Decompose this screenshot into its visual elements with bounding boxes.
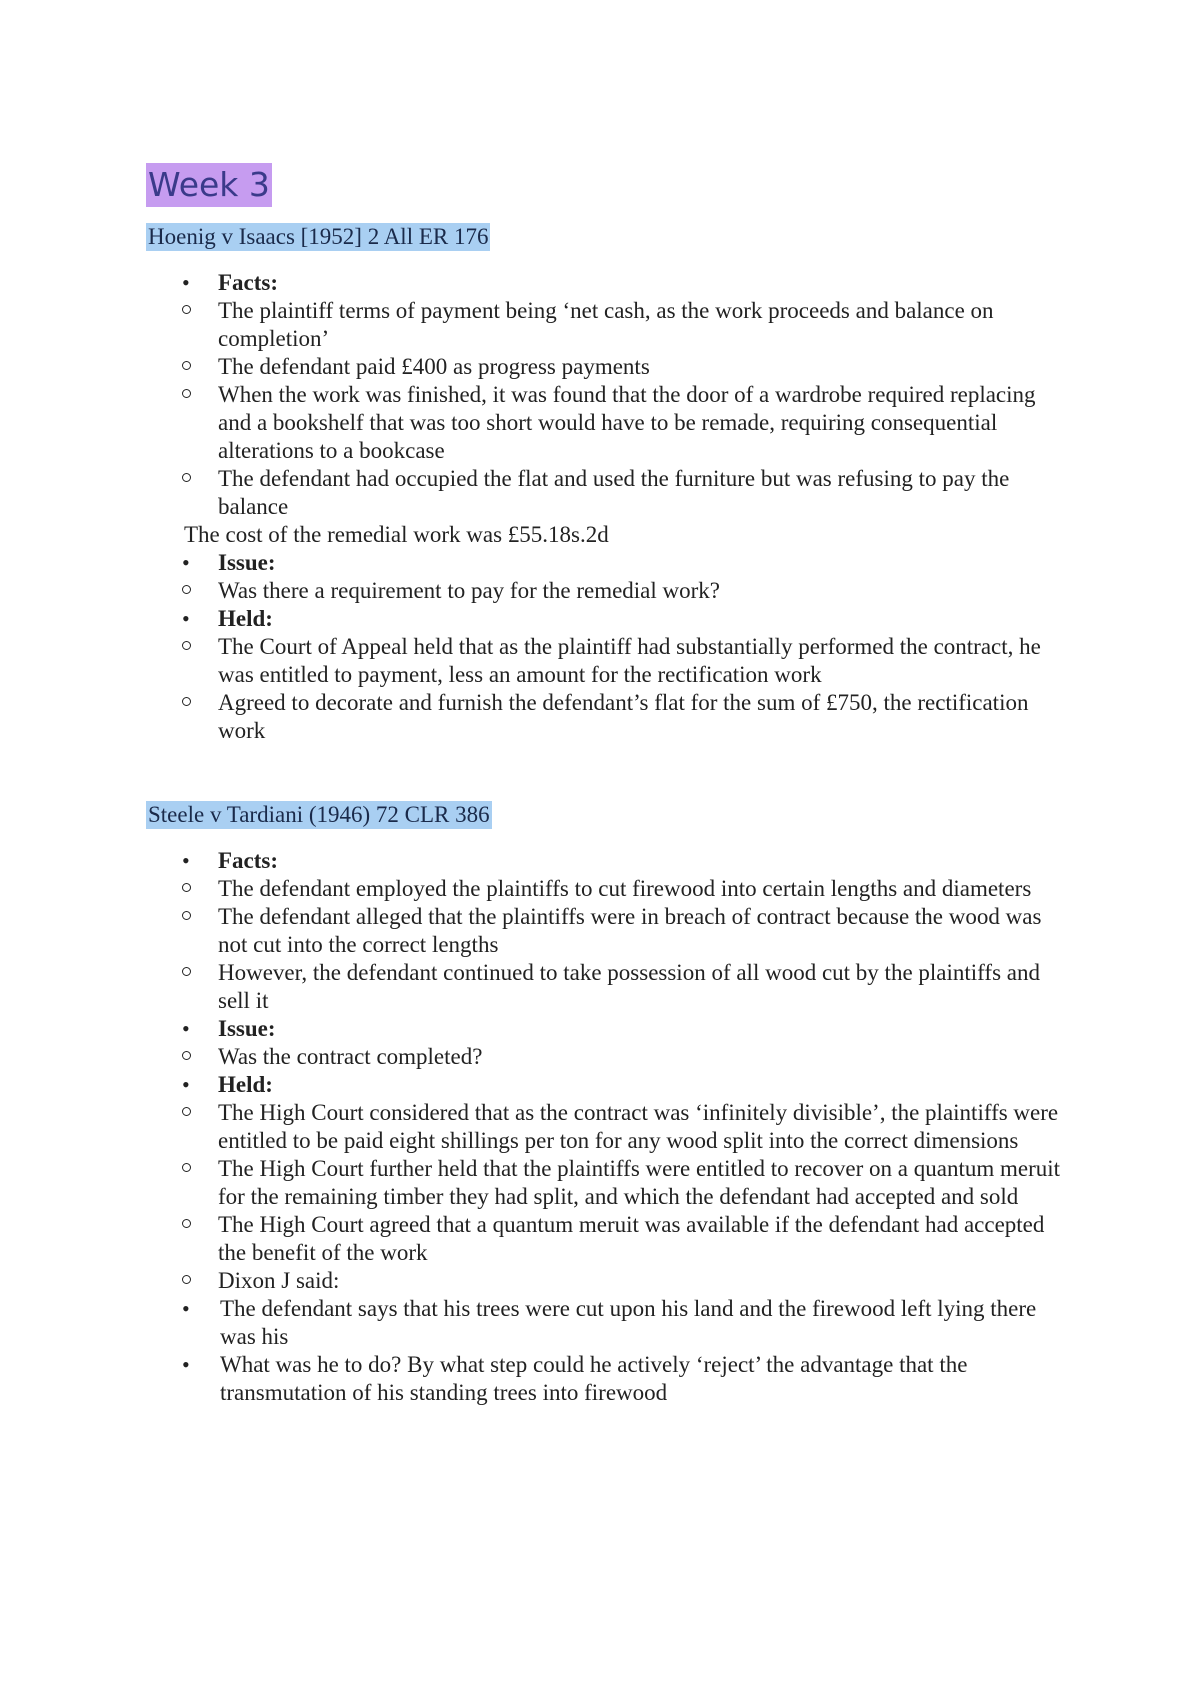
fact-text: The defendant employed the plaintiffs to cut firewood into certain lengths and diameters — [218, 876, 1032, 901]
circle-bullet-icon — [182, 585, 191, 594]
issue-list — [218, 1043, 1066, 1071]
list-item — [218, 577, 1066, 605]
issue-label: Issue: — [218, 1016, 276, 1041]
issue-list — [218, 577, 1066, 605]
facts-label: Facts: — [218, 848, 279, 873]
circle-bullet-icon — [182, 1107, 191, 1116]
circle-bullet-icon — [182, 1275, 191, 1284]
list-item — [218, 689, 1066, 745]
quote-text: What was he to do? By what step could he actively ‘reject’ the advantage that the transmutation of his standing trees into firewood — [220, 1352, 968, 1405]
quote-item — [146, 1295, 1066, 1351]
list-item — [218, 633, 1066, 689]
list-item — [218, 297, 1066, 353]
circle-bullet-icon — [182, 697, 191, 706]
list-item — [218, 381, 1066, 465]
list-item — [218, 1043, 1066, 1071]
list-item — [182, 1267, 1066, 1407]
case-heading: Steele v Tardiani (1946) 72 CLR 386 — [148, 802, 490, 827]
bullet-icon: • — [182, 1352, 190, 1377]
circle-bullet-icon — [182, 473, 191, 482]
circle-bullet-icon — [182, 1163, 191, 1172]
held-label: Held: — [218, 606, 273, 631]
circle-bullet-icon — [182, 389, 191, 398]
case-section-hoenig — [146, 223, 1066, 745]
circle-bullet-icon — [182, 911, 191, 920]
document-page — [146, 163, 1066, 1407]
case-heading: Hoenig v Isaacs [1952] 2 All ER 176 — [148, 224, 489, 249]
facts-note: The cost of the remedial work was £55.18s.2d — [184, 522, 609, 547]
held-text: The High Court further held that the plaintiffs were entitled to recover on a quantum meruit for the remaining timber they had split, and which the defendant had accepted and sold — [218, 1156, 1061, 1209]
fact-text: The plaintiff terms of payment being ‘net cash, as the work proceeds and balance on completion’ — [218, 298, 994, 351]
list-item — [218, 875, 1066, 903]
case-outline — [146, 269, 1066, 745]
list-item — [218, 353, 1066, 381]
issue-item — [146, 1015, 1066, 1071]
page-title: Week 3 — [146, 163, 272, 207]
list-item — [218, 1155, 1066, 1211]
circle-bullet-icon — [182, 883, 191, 892]
circle-bullet-icon — [182, 305, 191, 314]
held-list — [182, 1099, 1066, 1407]
facts-list — [218, 875, 1066, 1015]
issue-item — [146, 549, 1066, 605]
circle-bullet-icon — [182, 967, 191, 976]
issue-label: Issue: — [218, 550, 276, 575]
issue-text: Was the contract completed? — [218, 1044, 483, 1069]
fact-text: The defendant had occupied the flat and used the furniture but was refusing to pay the balance — [218, 466, 1010, 519]
held-text: Dixon J said: — [218, 1268, 340, 1293]
facts-list — [218, 297, 1066, 521]
issue-text: Was there a requirement to pay for the remedial work? — [218, 578, 721, 603]
bullet-icon: • — [182, 1072, 190, 1097]
list-item — [218, 1211, 1066, 1267]
circle-bullet-icon — [182, 361, 191, 370]
facts-item — [146, 269, 1066, 549]
list-item — [218, 903, 1066, 959]
dixon-quotes-list — [146, 1295, 1066, 1407]
fact-text: The defendant alleged that the plaintiffs were in breach of contract because the wood was not cut into the correct lengths — [218, 904, 1042, 957]
list-item — [218, 959, 1066, 1015]
case-section-steele — [146, 801, 1066, 1407]
bullet-icon: • — [182, 270, 190, 295]
list-item — [218, 1099, 1066, 1155]
facts-label: Facts: — [218, 270, 279, 295]
held-list — [218, 633, 1066, 745]
bullet-icon: • — [182, 1016, 190, 1041]
list-item — [218, 465, 1066, 521]
fact-text: However, the defendant continued to take possession of all wood cut by the plaintiffs and sell it — [218, 960, 1040, 1013]
quote-text: The defendant says that his trees were cut upon his land and the firewood left lying there was his — [220, 1296, 1037, 1349]
held-text: The High Court considered that as the contract was ‘infinitely divisible’, the plaintiffs were entitled to be paid eight shillings per ton for any wood split into the correct dimensions — [218, 1100, 1059, 1153]
held-label: Held: — [218, 1072, 273, 1097]
held-text: The High Court agreed that a quantum meruit was available if the defendant had accepted the benefit of the work — [218, 1212, 1045, 1265]
held-item — [146, 605, 1066, 745]
held-item — [146, 1071, 1066, 1407]
bullet-icon: • — [182, 550, 190, 575]
bullet-icon: • — [182, 606, 190, 631]
circle-bullet-icon — [182, 641, 191, 650]
held-text: Agreed to decorate and furnish the defendant’s flat for the sum of £750, the rectification work — [218, 690, 1029, 743]
bullet-icon: • — [182, 1296, 190, 1321]
held-text: The Court of Appeal held that as the plaintiff had substantially performed the contract, he was entitled to payment, less an amount for the rectification work — [218, 634, 1041, 687]
fact-text: The defendant paid £400 as progress payments — [218, 354, 650, 379]
circle-bullet-icon — [182, 1219, 191, 1228]
quote-item — [146, 1351, 1066, 1407]
case-outline — [146, 847, 1066, 1407]
circle-bullet-icon — [182, 1051, 191, 1060]
fact-text: When the work was finished, it was found that the door of a wardrobe required replacing and a bookshelf that was too short would have to be remade, requiring consequential alterations to a bookcase — [218, 382, 1036, 463]
facts-item — [146, 847, 1066, 1015]
bullet-icon: • — [182, 848, 190, 873]
